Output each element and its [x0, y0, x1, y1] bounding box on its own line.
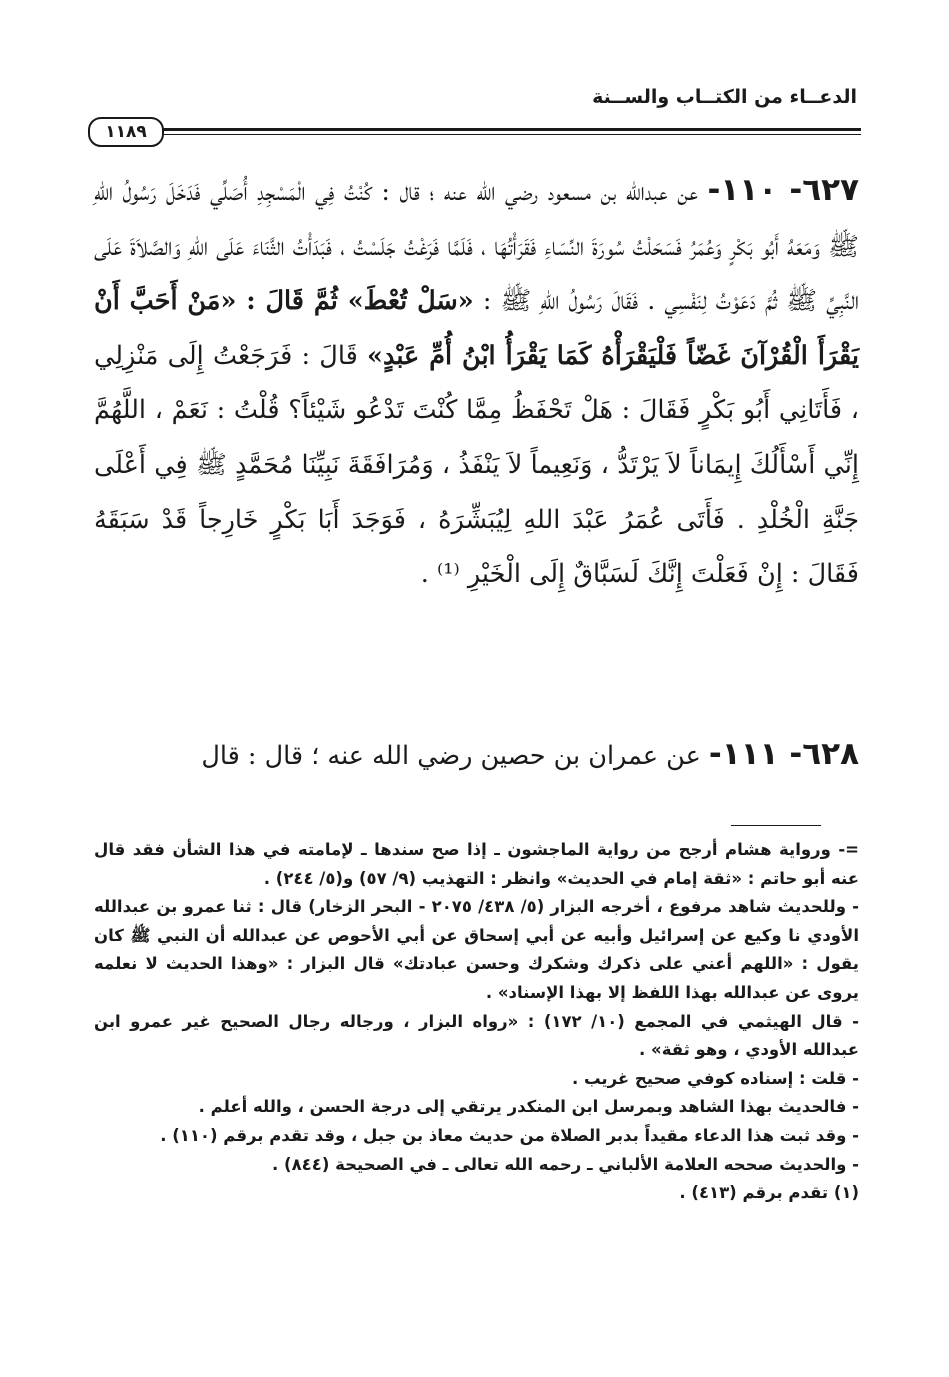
- footnote-haythami: - قال الهيثمي في المجمع (١٠/ ١٧٢) : «رواه البزار ، ورجاله رجال الصحيح غير عمرو ابن عبدالله الأودي ، وهو ثقة» .: [94, 1011, 859, 1060]
- footnote-witness: - وللحديث شاهد مرفوع ، أخرجه البزار (٥/ ٤٣٨/ ٢٠٧٥ - البحر الزخار) قال : ثنا عمرو بن عبدالله الأودي نا وكيع عن إسرائيل وأبيه عن أبي إسحاق عن أبي الأحوص عن عبدالله أن النبي ﷺ كان يقول : «اللهم أعني على ذكرك وشكرك وحسن عبادتك» قال البزار : «وهذا الحديث لا نعلمه يروى عن عبدالله بهذا اللفظ إلا بهذا الإسناد» .: [94, 897, 859, 1002]
- hadith-627-line-6: تَحْفَظُ مِمَّا كُنْتَ تَدْعُو شَيْئاً؟ قُلْتُ : نَعَمْ ، اللَّهُمَّ إِنِّي أَسْأَلُكَ إِيمَاناً لاَ: [94, 395, 859, 480]
- footnote-continuation: =- ورواية هشام أرجح من رواية الماجشون ـ إذا صح سندها ـ لإمامته في هذا الشأن فقد قال عنه أبو حاتم : «ثقة إمام في الحديث» وانظر : التهذيب (٩/ ٥٧) و(٥/ ٢٤٤) .: [94, 840, 859, 888]
- hadith-627-line-5: قَالَ : فَرَجَعْتُ إِلَى مَنْزِلِي ، فَأَتَانِي أَبُو بَكْرٍ فَقَالَ : هَلْ: [94, 340, 859, 426]
- footnote-albani: - والحديث صححه العلامة الألباني ـ رحمه الله تعالى ـ في الصحيحة (٨٤٤) .: [272, 1154, 859, 1174]
- hadith-627-quote: «سَلْ تُعْطَ» ثُمَّ قَالَ : «مَنْ أَحَبَّ أَنْ يَقْرَأَ الْقُرْآنَ غَضّاً فَلْيَقْرَأْهُ كَمَا يَقْرَأُ ابْنُ أُمِّ عَبْدٍ»: [94, 286, 859, 371]
- footnote-grading: - فالحديث بهذا الشاهد وبمرسل ابن المنكدر يرتقي إلى درجة الحسن ، والله أعلم .: [198, 1097, 859, 1117]
- footnote-1: (١) تقدم برقم (٤١٣) .: [679, 1183, 859, 1203]
- running-header: الدعــاء من الكتــاب والســنة: [592, 86, 857, 108]
- hadith-627-line-2: فِي الْمَسْجِدِ أُصَلِّي فَدَخَلَ رَسُولُ اللهِ ﷺ وَمَعَهُ أَبُو بَكْرٍ وَعُمَرُ فَسَحَلْتُ: [94, 177, 859, 262]
- footnote-author-note: - قلت : إسناده كوفي صحيح غريب .: [571, 1068, 859, 1088]
- hadith-627-line-3: سُورَةَ النِّسَاءِ فَقَرَأْتُهَا ، فَلَمَّا فَرَغْتُ جَلَسْتُ ، فَبَدَأْتُ الثَّنَاءَ عَلَى اللهِ: [188, 231, 625, 262]
- hadith-628-text: عن عمران بن حصين رضي الله عنه ؛ قال : قال: [201, 741, 701, 771]
- header-rule-thin: [155, 134, 861, 135]
- hadith-628: [94, 727, 859, 783]
- hadith-627-line-7: يَرْتَدُّ ، وَنَعِيماً لاَ يَنْفَذُ ، وَمُرَافَقَةَ نَبِيِّنَا مُحَمَّدٍ ﷺ فِي أَعْلَى جَنَّةِ الْخُلْدِ .: [94, 449, 860, 535]
- hadith-627-number: ٦٢٧- ١١٠-: [707, 172, 859, 208]
- hadith-627-line-4: وَالصَّلاَةَ عَلَى النَّبِيِّ ﷺ ثُمَّ دَعَوْتُ لِنَفْسِي . فَقَالَ رَسُولُ اللهِ ﷺ :: [94, 231, 859, 317]
- hadith-627-line-8: فَأَتَى عُمَرُ عَبْدَ اللهِ لِيُبَشِّرَهُ ، فَوَجَدَ أَبَا بَكْرٍ خَارِجاً قَدْ سَبَقَهُ فَقَالَ : إِنْ: [94, 504, 859, 590]
- hadith-628-number: ٦٢٨- ١١١-: [708, 736, 859, 772]
- header-rule: [155, 128, 861, 131]
- hadith-627-line-1: عن عبدالله بن مسعود رضي الله عنه ؛ قال : كُنْتُ: [343, 177, 699, 207]
- page-number: ١١٨٩: [88, 117, 164, 147]
- hadith-627: [94, 163, 859, 602]
- footnote-muadh: - وقد ثبت هذا الدعاء مقيداً بدبر الصلاة من حديث معاذ بن جبل ، وقد تقدم برقم (١١٠) .: [160, 1125, 859, 1145]
- footnote-separator: [731, 825, 821, 826]
- footnotes: [94, 836, 859, 1208]
- hadith-627-line-9: فَعَلْتَ إِنَّكَ لَسَبَّاقٌ إِلَى الْخَيْرِ ⁽¹⁾ .: [420, 559, 749, 590]
